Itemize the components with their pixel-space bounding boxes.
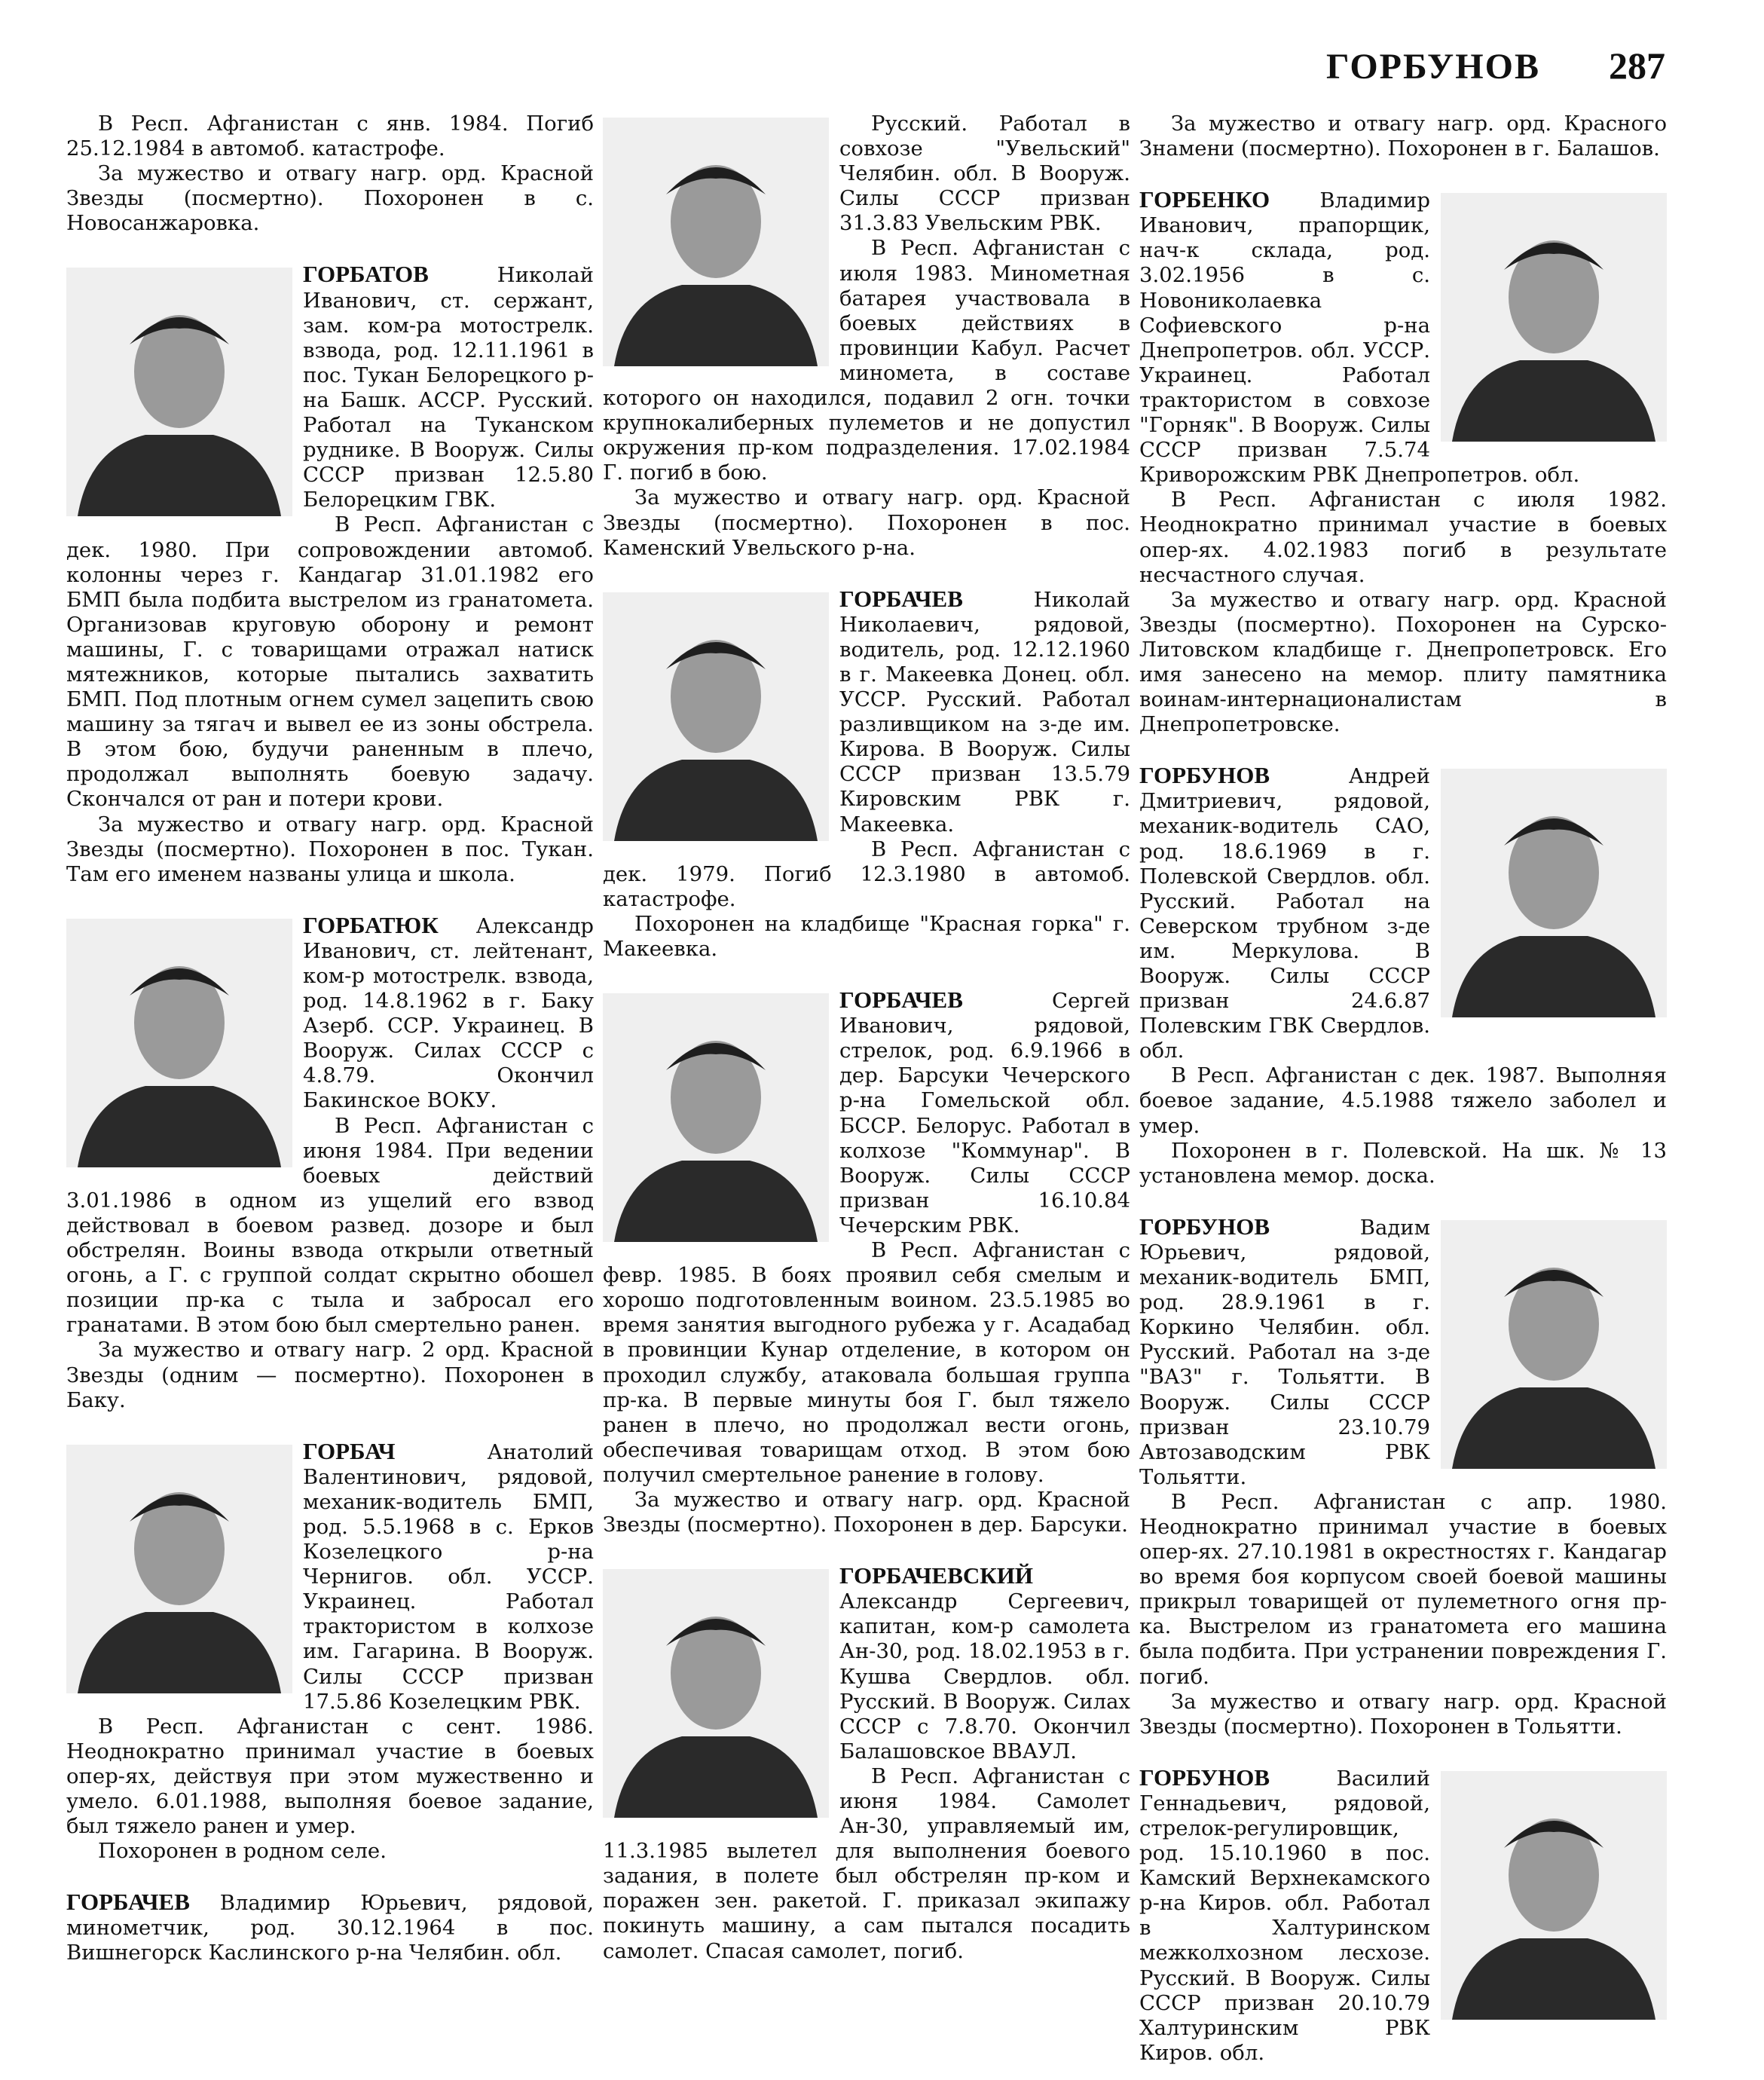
entry-surname: ГОРБАТОВ <box>303 261 429 288</box>
entry-text: Василий Геннадьевич, рядовой, стрелок-регулировщик, род. 15.10.1960 в пос. Камский Верхнекамского р-на Киров. обл. Работал в Халтуринском межколхозном лесхозе. Русский. В Вооруж. Силы СССР призван 20.10.79 Халтуринским РВК Киров. обл. <box>1139 1766 1430 2065</box>
biography-entry <box>603 1563 1130 1964</box>
continued-entry <box>1139 112 1667 161</box>
entry-gap <box>66 1864 594 1889</box>
portrait-photo <box>603 118 829 366</box>
entry-paragraph: За мужество и отвагу нагр. орд. Красной Звезды (посмертно). Похоронен на Сурско-Литовском кладбище г. Днепропетровск. Его имя занесено на мемор. плиту памятника воинам-интернационалистам в Днепропетровске. <box>1139 587 1667 737</box>
entry-paragraph: За мужество и отвагу нагр. орд. Красной Звезды (посмертно). Похоронен в пос. Тукан. Там его именем названы улица и школа. <box>66 812 594 886</box>
biography-entry <box>603 987 1130 1537</box>
entry-surname: ГОРБАЧЕВСКИЙ <box>839 1562 1033 1589</box>
entry-paragraph: За мужество и отвагу нагр. орд. Красной Звезды (посмертно). Похоронен в Тольятти. <box>1139 1689 1667 1739</box>
portrait-photo <box>66 919 292 1167</box>
entry-surname: ГОРБАЧЕВ <box>66 1889 190 1916</box>
entry-paragraph: Русский. Работал в совхозе "Увельский" Челябин. обл. В Вооруж. Силы СССР призван 31.3.83 Увельским РВК. <box>839 112 1130 236</box>
biography-entry <box>603 586 1130 962</box>
entry-text: Николай Иванович, ст. сержант, зам. ком-ра мотострелк. взвода, род. 12.11.1961 в пос. Тукан Белорецкого р-на Башк. АССР. Русский. Работал на Туканском руднике. В Вооруж. Силы СССР призван 12.5.80 Белорецким ГВК. <box>303 263 594 512</box>
portrait-photo <box>66 1445 292 1693</box>
entry-surname: ГОРБАЧЕВ <box>839 986 963 1014</box>
entry-gap <box>1139 161 1667 187</box>
biography-entry <box>66 1889 594 1965</box>
entry-text: Владимир Юрьевич, рядовой, минометчик, род. 30.12.1964 в пос. Вишнегорск Каслинского р-на Челябин. обл. <box>66 1891 594 1965</box>
portrait-photo <box>1441 193 1667 442</box>
entry-paragraph: В Респ. Афганистан с июля 1982. Неоднократно принимал участие в боевых опер-ях. 4.02.1983 погиб в результате несчастного случая. <box>1139 488 1667 587</box>
portrait-photo <box>1441 1771 1667 2020</box>
entry-surname: ГОРБАЧ <box>303 1437 396 1464</box>
entry-surname: ГОРБАЧЕВ <box>839 585 963 612</box>
biography-entry <box>66 1439 594 1864</box>
entry-text: Андрей Дмитриевич, рядовой, механик-водитель САО, род. 18.6.1969 в г. Полевской Свердлов. обл. Русский. Работал на Северском трубном з-де им. Меркулова. В Вооруж. Силы СССР призван 24.6.87 Полевским ГВК Свердлов. обл. <box>1139 764 1430 1063</box>
portrait-photo <box>1441 1220 1667 1469</box>
entry-paragraph: В Респ. Афганистан с июля 1983. Минометная батарея участвовала в боевых действиях в провинции Кабул. Расчет минометa, в составе которого он находился, подавил 2 огн. точки крупнокалиберных пулеметов и не допустил окружения пр-ком подразделения. 17.02.1984 Г. погиб в бою. <box>603 236 1130 485</box>
entry-paragraph: В Респ. Афганистан с дек. 1979. Погиб 12.3.1980 в автомоб. катастрофе. <box>603 837 1130 911</box>
column-3 <box>1139 112 1667 2066</box>
entry-surname: ГОРБУНОВ <box>1139 1763 1270 1791</box>
entry-gap <box>66 1413 594 1439</box>
entry-paragraph: В Респ. Афганистан с дек. 1987. Выполняя боевое задание, 4.5.1988 тяжело заболел и умер. <box>1139 1063 1667 1138</box>
entry-paragraph: В Респ. Афганистан с февр. 1985. В боях проявил себя смелым и хорошо подготовленным воином. 23.5.1985 во время занятия выгодного рубежа у г. Асадабад в провинции Кунар отделение, в котором он проходил службу, атаковала большая группа пр-ка. В первые минуты боя Г. был тяжело ранен в плечо, но продолжал вести огонь, обеспечивая товарищам отход. В этом бою получил смертельное ранение в голову. <box>603 1238 1130 1487</box>
continued-entry <box>603 112 1130 561</box>
portrait-photo <box>603 993 829 1242</box>
biography-entry <box>1139 187 1667 737</box>
entry-paragraph: Похоронен в родном селе. <box>98 1839 387 1864</box>
portrait-photo <box>66 268 292 516</box>
biography-entry <box>66 262 594 886</box>
entry-paragraph: Похоронен на кладбище "Красная горка" г. Макеевка. <box>603 911 1130 961</box>
entry-text: Александр Сергеевич, капитан, ком-р самолета Ан-30, род. 18.02.1953 в г. Кушва Свердлов. обл. Русский. В Вооруж. Силах СССР с 7.8.70. Окончил Балашовское ВВАУЛ. <box>839 1589 1130 1763</box>
entry-paragraph: За мужество и отвагу нагр. 2 орд. Красной Звезды (одним — посмертно). Похоронен в Баку. <box>66 1338 594 1412</box>
entry-paragraph: В Респ. Афганистан с июня 1984. При ведении боевых действий 3.01.1986 в одном из ущелий его взвод действовал в боевом развед. дозоре и был обстрелян. Воины взвода открыли ответный огонь, а Г. с группой солдат скрытно обошел позиции пр-ка с тыла и забросал его гранатами. В этом бою был смертельно ранен. <box>66 1113 594 1338</box>
entry-paragraph: За мужество и отвагу нагр. орд. Красной Звезды (посмертно). Похоронен в дер. Барсуки. <box>603 1487 1130 1537</box>
entry-gap <box>66 236 594 262</box>
entry-paragraph: За мужество и отвагу нагр. орд. Красной Звезды (посмертно). Похоронен в с. Новосанжаровка. <box>66 161 594 236</box>
entry-surname: ГОРБЕНКО <box>1139 186 1270 213</box>
entry-text: Сергей Иванович, рядовой, стрелок, род. 6.9.1966 в дер. Барсуки Чечерского р-на Гомельской обл. БССР. Белорус. Работал в колхозе "Коммунар". В Вооруж. Силы СССР призван 16.10.84 Чечерским РВК. <box>839 989 1130 1237</box>
running-head-word: ГОРБУНОВ <box>1326 47 1540 87</box>
entry-gap <box>1139 1188 1667 1214</box>
biography-entry <box>66 913 594 1413</box>
portrait-photo <box>603 1569 829 1818</box>
entry-text: Вадим Юрьевич, рядовой, механик-водитель БМП, род. 28.9.1961 в г. Коркино Челябин. обл. Русский. Работал на з-де "ВАЗ" г. Тольятти. В Вооруж. Силы СССР призван 23.10.79 Автозаводским РВК Тольятти. <box>1139 1215 1430 1489</box>
portrait-photo <box>603 592 829 841</box>
entry-gap <box>1139 737 1667 763</box>
entry-text: Николай Николаевич, рядовой, водитель, род. 12.12.1960 в г. Макеевка Донец. обл. УССР. Русский. Работал разливщиком на з-де им. Кирова. В Вооруж. Силы СССР призван 13.5.79 Кировским РВК г. Макеевка. <box>839 587 1130 837</box>
continued-entry <box>66 112 594 236</box>
entry-surname: ГОРБУНОВ <box>1139 762 1270 789</box>
biography-entry <box>1139 763 1667 1188</box>
column-1 <box>66 112 594 1966</box>
entry-paragraph: В Респ. Афганистан с дек. 1980. При сопровождении автомоб. колонны через г. Кандагар 31.01.1982 его БМП была подбита выстрелом из гранатомета. Организовав круговую оборону и ремонт машины, Г. с товарищами отражал натиск мятежников, которые пытались захватить БМП. Под плотным огнем сумел зацепить свою машину за тягач и вывел ее из зоны обстрела. В этом бою, будучи раненным в плечо, продолжал выполнять боевую задачу. Скончался от ран и потери крови. <box>66 512 594 812</box>
running-header <box>1326 44 1665 87</box>
entry-text: Анатолий Валентинович, рядовой, механик-водитель БМП, род. 5.5.1968 в с. Ерков Козелецкого р-на Чернигов. обл. УССР. Украинец. Работал трактористом в колхозе им. Гагарина. В Вооруж. Силы СССР призван 17.5.86 Козелецким РВК. <box>303 1439 594 1714</box>
biography-entry <box>1139 1214 1667 1739</box>
column-2 <box>603 112 1130 1964</box>
entry-paragraph: В Респ. Афганистан с апр. 1980. Неоднократно принимал участие в боевых опер-ях. 27.10.1981 в окрестностях г. Кандагар во время боя корпусом своей боевой машины прикрыл товарищей от пулеметного огня пр-ка. Выстрелом из гранатомета его машина была подбита. При устранении повреждения Г. погиб. <box>1139 1489 1667 1689</box>
entry-gap <box>66 887 594 913</box>
entry-paragraph: За мужество и отвагу нагр. орд. Красного Знамени (посмертно). Похоронен в г. Балашов. <box>1139 112 1667 161</box>
entry-text: Владимир Иванович, прапорщик, нач-к склада, род. 3.02.1956 в с. Новониколаевка Софиевского р-на Днепропетров. обл. УССР. Украинец. Работал трактористом в совхозе "Горняк". В Вооруж. Силы СССР призван 7.5.74 Криворожским РВК Днепропетров. обл. <box>1139 188 1580 488</box>
page-number: 287 <box>1609 44 1665 87</box>
entry-gap <box>603 561 1130 586</box>
biography-entry <box>1139 1765 1667 2066</box>
entry-gap <box>603 1537 1130 1563</box>
entry-paragraph: В Респ. Афганистан с июня 1984. Самолет Ан-30, управляемый им, 11.3.1985 вылетел для выполнения боевого задания, в полете был обстрелян пр-ком и поражен зен. ракетой. Г. приказал экипажу покинуть машину, а сам пытался посадить самолет. Спасая самолет, погиб. <box>603 1763 1130 1963</box>
entry-paragraph <box>66 1889 594 1965</box>
entry-paragraph: В Респ. Афганистан с янв. 1984. Погиб 25.12.1984 в автомоб. катастрофе. <box>66 112 594 161</box>
entry-gap <box>603 962 1130 987</box>
entry-gap <box>1139 1739 1667 1765</box>
entry-paragraph: За мужество и отвагу нагр. орд. Красной Звезды (посмертно). Похоронен в пос. Каменский Увельского р-на. <box>603 485 1130 560</box>
portrait-photo <box>1441 769 1667 1017</box>
entry-text: Александр Иванович, ст. лейтенант, ком-р мотострелк. взвода, род. 14.8.1962 в г. Баку Азерб. ССР. Украинец. В Вооруж. Силах СССР с 4.8.79. Окончил Бакинское ВОКУ. <box>303 913 594 1113</box>
entry-surname: ГОРБАТЮК <box>303 911 439 938</box>
entry-paragraph: Похоронен в г. Полевской. На шк. № 13 установлена мемор. доска. <box>1139 1138 1667 1188</box>
entry-paragraph: В Респ. Афганистан с сент. 1986. Неоднократно принимал участие в боевых опер-ях, действуя при этом мужественно и умело. 6.01.1988, выполняя боевое задание, был тяжело ранен и умер. <box>66 1714 594 1839</box>
entry-surname: ГОРБУНОВ <box>1139 1213 1270 1240</box>
